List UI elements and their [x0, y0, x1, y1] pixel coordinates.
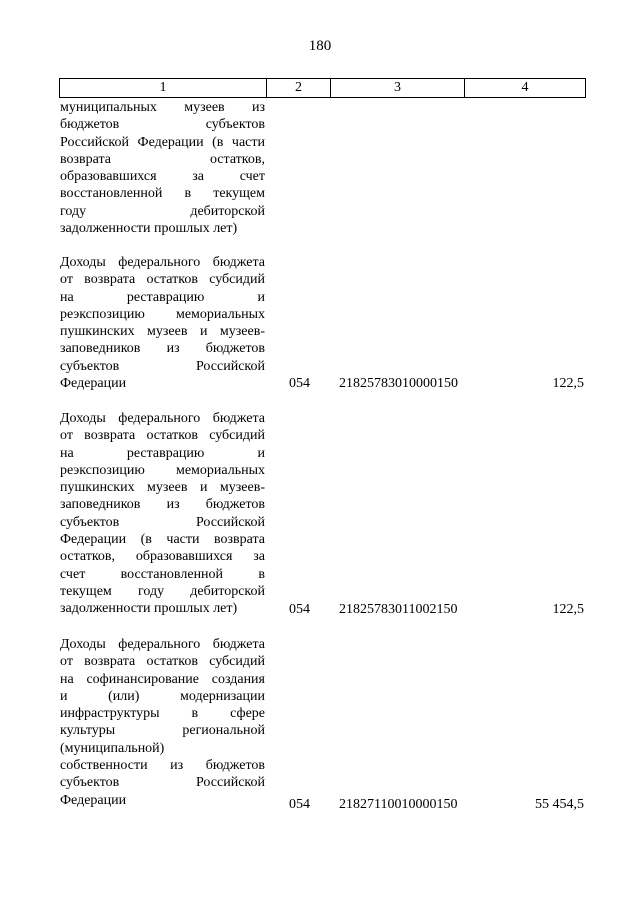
description-line: на реставрацию и — [60, 289, 265, 305]
description-line: Доходы федерального бюджета — [60, 255, 265, 270]
description-line: возврата остатков, — [60, 151, 265, 167]
amount-value: 55 454,5 — [535, 797, 584, 812]
description-line: заповедников из бюджетов — [60, 341, 265, 357]
admin-code: 054 — [289, 602, 310, 617]
description-line: восстановленной в текущем — [60, 186, 265, 202]
row-description — [60, 410, 265, 618]
description-line: субъектов Российской — [60, 358, 265, 374]
column-header-3: 3 — [331, 79, 465, 98]
description-line: счет восстановленной в — [60, 566, 265, 582]
description-line: Федерации (в части возврата — [60, 532, 265, 548]
description-line: задолженности прошлых лет) — [60, 221, 238, 237]
amount-value: 122,5 — [552, 602, 584, 617]
column-header-2: 2 — [267, 79, 331, 98]
amount-value: 122,5 — [552, 376, 584, 391]
description-line: Федерации — [60, 376, 127, 392]
description-line: на реставрацию и — [60, 445, 265, 461]
description-line: собственности из бюджетов — [60, 758, 265, 774]
description-line: бюджетов субъектов — [60, 117, 265, 133]
description-line: текущем году дебиторской — [60, 583, 265, 599]
description-line: и (или) модернизации — [60, 688, 265, 704]
description-line: пушкинских музеев и музеев- — [60, 480, 265, 496]
description-line: культуры региональной — [60, 723, 265, 739]
description-line: году дебиторской — [60, 203, 265, 219]
description-line: Доходы федерального бюджета — [60, 637, 265, 652]
description-line: инфраструктуры в сфере — [60, 706, 265, 722]
admin-code: 054 — [289, 376, 310, 391]
description-line: от возврата остатков субсидий — [60, 428, 265, 444]
description-line: реэкспозицию мемориальных — [60, 306, 265, 322]
column-header-row — [60, 79, 586, 98]
description-line: муниципальных музеев из — [60, 100, 265, 115]
admin-code: 054 — [289, 797, 310, 812]
description-line: образовавшихся за счет — [60, 169, 265, 185]
kbk-code: 21825783010000150 — [339, 376, 458, 391]
description-line: на софинансирование создания — [60, 671, 265, 687]
row-description — [60, 254, 265, 392]
column-header-1: 1 — [60, 79, 267, 98]
column-header-4: 4 — [465, 79, 586, 98]
description-line: Российской Федерации (в части — [60, 134, 265, 150]
kbk-code: 21827110010000150 — [339, 797, 458, 812]
description-line: от возврата остатков субсидий — [60, 654, 265, 670]
description-line: Доходы федерального бюджета — [60, 411, 265, 426]
description-line: пушкинских музеев и музеев- — [60, 324, 265, 340]
kbk-code: 21825783011002150 — [339, 602, 458, 617]
description-line: остатков, образовавшихся за — [60, 549, 265, 565]
description-line: задолженности прошлых лет) — [60, 601, 238, 617]
description-line: субъектов Российской — [60, 514, 265, 530]
description-line: от возврата остатков субсидий — [60, 272, 265, 288]
row-description — [60, 636, 265, 809]
description-line: субъектов Российской — [60, 775, 265, 791]
column-header-table — [59, 78, 586, 98]
description-line: (муниципальной) — [60, 740, 165, 756]
description-line: реэкспозицию мемориальных — [60, 462, 265, 478]
page-number: 180 — [308, 38, 332, 54]
description-line: Федерации — [60, 792, 127, 808]
description-line: заповедников из бюджетов — [60, 497, 265, 513]
row-description — [60, 99, 265, 237]
